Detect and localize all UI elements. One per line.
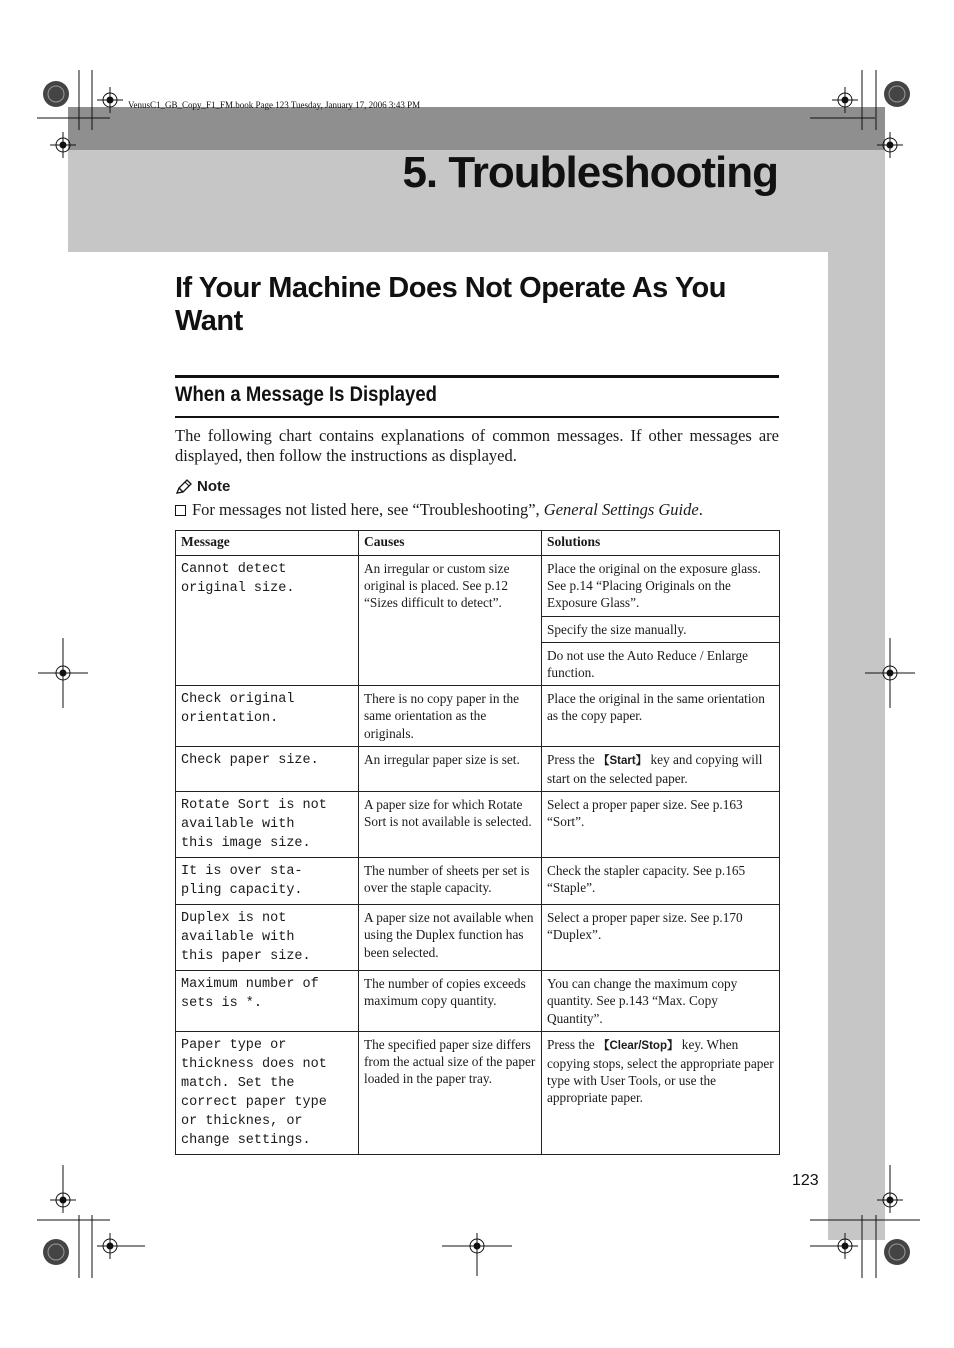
- solution-cell: Select a proper paper size. See p.170 “Duplex”.: [542, 905, 780, 971]
- header-causes: Causes: [359, 531, 542, 556]
- start-key-label: 【Start】: [597, 754, 648, 767]
- solution-text-pre: Press the: [547, 751, 598, 767]
- note-text: For messages not listed here, see “Troubleshooting”,: [192, 500, 544, 519]
- checkbox-icon: [175, 505, 186, 516]
- solution-cell: Specify the size manually.: [542, 616, 780, 642]
- solution-cell: Check the stapler capacity. See p.165 “Staple”.: [542, 858, 780, 905]
- message-table: [175, 530, 780, 1155]
- table-row: [176, 686, 780, 747]
- solution-cell: Place the original in the same orientation as the copy paper.: [542, 686, 780, 747]
- solution-cell: Select a proper paper size. See p.163 “Sort”.: [542, 792, 780, 858]
- header-solutions: Solutions: [542, 531, 780, 556]
- intro-paragraph: The following chart contains explanations of common messages. If other messages are displayed, then follow the instructions as displayed.: [175, 426, 779, 465]
- cause-cell: The number of sheets per set is over the staple capacity.: [359, 858, 542, 905]
- cause-cell: A paper size for which Rotate Sort is not available is selected.: [359, 792, 542, 858]
- cause-cell: An irregular or custom size original is placed. See p.12 “Sizes difficult to detect”.: [359, 556, 542, 686]
- chapter-title: 5. Troubleshooting: [402, 148, 778, 197]
- subsection-title: When a Message Is Displayed: [175, 383, 437, 406]
- cause-cell: The number of copies exceeds maximum copy quantity.: [359, 971, 542, 1032]
- table-row: [176, 905, 780, 971]
- solution-cell: Do not use the Auto Reduce / Enlarge function.: [542, 642, 780, 685]
- message-cell: Check paper size.: [176, 746, 359, 791]
- solution-text-post: key. When copying stops, select the appropriate paper type with User Tools, or use the appropriate paper.: [547, 1036, 774, 1106]
- solution-cell: Place the original on the exposure glass. See p.14 “Placing Originals on the Exposure Glass”.: [542, 556, 780, 617]
- print-file-header: VenusC1_GB_Copy_F1_FM.book Page 123 Tuesday, January 17, 2006 3:43 PM: [128, 100, 421, 110]
- note-end: .: [698, 500, 703, 519]
- note-item: [175, 500, 703, 520]
- message-cell: Paper type or thickness does not match. Set the correct paper type or thicknes, or change settings.: [176, 1031, 359, 1154]
- solution-cell: [542, 1031, 780, 1154]
- clear-stop-key-label: 【Clear/Stop】: [597, 1039, 679, 1052]
- message-cell: It is over sta- pling capacity.: [176, 858, 359, 905]
- section-title: If Your Machine Does Not Operate As You Want: [175, 272, 726, 337]
- solution-text-pre: Press the: [547, 1036, 598, 1052]
- table-row: [176, 556, 780, 617]
- note-item-text: [192, 500, 703, 520]
- table-row: [176, 971, 780, 1032]
- solution-text-post: key and copying will start on the selected paper.: [547, 751, 763, 787]
- subsection-rule-bottom: [175, 416, 779, 418]
- table-row: [176, 858, 780, 905]
- cause-cell: There is no copy paper in the same orientation as the originals.: [359, 686, 542, 747]
- message-cell: Rotate Sort is not available with this image size.: [176, 792, 359, 858]
- note-label: Note: [197, 478, 231, 495]
- table-row: [176, 792, 780, 858]
- solution-cell: [542, 746, 780, 791]
- pencil-icon: [175, 479, 193, 495]
- page-number: 123: [792, 1172, 819, 1189]
- subsection-rule-top: [175, 375, 779, 378]
- note-heading: [175, 478, 230, 495]
- message-cell: Cannot detect original size.: [176, 556, 359, 686]
- solution-cell: You can change the maximum copy quantity. See p.143 “Max. Copy Quantity”.: [542, 971, 780, 1032]
- cause-cell: A paper size not available when using the Duplex function has been selected.: [359, 905, 542, 971]
- cause-cell: An irregular paper size is set.: [359, 746, 542, 791]
- header-message: Message: [176, 531, 359, 556]
- message-cell: Check original orientation.: [176, 686, 359, 747]
- cause-cell: The specified paper size differs from the actual size of the paper loaded in the paper tray.: [359, 1031, 542, 1154]
- table-row: [176, 1031, 780, 1154]
- note-reference: General Settings Guide: [543, 500, 699, 519]
- table-header-row: [176, 531, 780, 556]
- message-cell: Duplex is not available with this paper size.: [176, 905, 359, 971]
- table-row: [176, 746, 780, 791]
- message-cell: Maximum number of sets is *.: [176, 971, 359, 1032]
